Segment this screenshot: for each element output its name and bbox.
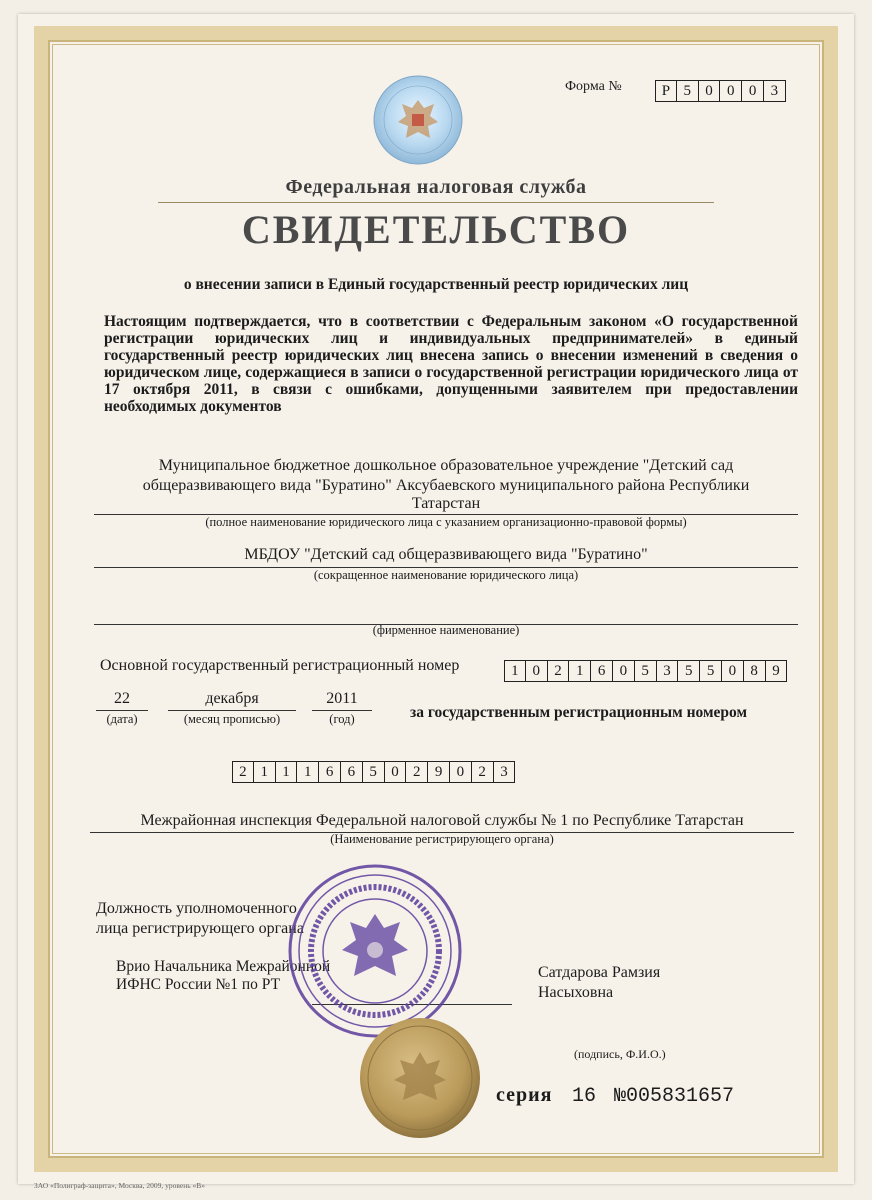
- day-caption: (дата): [106, 712, 138, 726]
- grn-digit-cell: 1: [276, 761, 298, 783]
- ogrn-digit-cell: 5: [635, 660, 657, 682]
- official-name-line2: Насыховна: [538, 984, 614, 1001]
- entity-short-name: МБДОУ "Детский сад общеразвивающего вида "Буратино": [244, 546, 648, 563]
- ogrn-digit-cell: 1: [504, 660, 526, 682]
- official-name-line1: Сатдарова Рамзия: [538, 964, 661, 981]
- grn-digit-cell: 6: [341, 761, 363, 783]
- grn-cells: [232, 761, 515, 783]
- form-code-cell: Р: [655, 80, 677, 102]
- official-position-line1: Врио Начальника Межрайонной: [116, 958, 331, 975]
- grn-digit-cell: 1: [254, 761, 276, 783]
- grn-digit-cell: 6: [319, 761, 341, 783]
- registration-year: 2011: [326, 690, 358, 707]
- grn-digit-cell: 9: [428, 761, 450, 783]
- entity-full-name-line3: Татарстан: [411, 495, 481, 512]
- header-divider: [158, 202, 714, 203]
- form-code-cell: 3: [764, 80, 786, 102]
- state-emblem-hologram-icon: [372, 74, 464, 166]
- registration-month: декабря: [205, 690, 259, 707]
- ogrn-cells: [504, 660, 787, 682]
- official-position-line2: ИФНС России №1 по РТ: [116, 976, 281, 993]
- ogrn-digit-cell: 0: [613, 660, 635, 682]
- ogrn-digit-cell: 3: [657, 660, 679, 682]
- document-title: СВИДЕТЕЛЬСТВО: [241, 207, 631, 252]
- certificate-number: №005831657: [614, 1085, 735, 1108]
- registration-number-label: за государственным регистрационным номером: [410, 704, 748, 721]
- grn-digit-cell: 2: [232, 761, 254, 783]
- form-code-cells: [655, 80, 786, 102]
- series-value: 16: [572, 1085, 597, 1108]
- year-caption: (год): [329, 712, 355, 726]
- ogrn-digit-cell: 5: [678, 660, 700, 682]
- official-round-stamp-icon: [286, 862, 464, 1040]
- grn-digit-cell: 0: [385, 761, 407, 783]
- entity-full-name-line2: общеразвивающего вида "Буратино" Аксубаевского муниципального района Республики: [142, 477, 750, 494]
- ogrn-digit-cell: 0: [526, 660, 548, 682]
- signature-caption: (подпись, Ф.И.О.): [574, 1047, 666, 1061]
- short-name-caption: (сокращенное наименование юридического лица): [313, 568, 579, 582]
- day-underline: [96, 710, 148, 711]
- ogrn-digit-cell: 8: [744, 660, 766, 682]
- form-code-cell: 5: [677, 80, 699, 102]
- month-caption: (месяц прописью): [183, 712, 281, 726]
- grn-digit-cell: 2: [406, 761, 428, 783]
- registration-day: 22: [114, 690, 130, 707]
- agency-name: Федеральная налоговая служба: [285, 176, 587, 198]
- authority-caption: (Наименование регистрирующего органа): [330, 832, 554, 846]
- ogrn-label: Основной государственный регистрационный номер: [100, 657, 460, 674]
- full-name-caption: (полное наименование юридического лица с указанием организационно-правовой формы): [205, 515, 687, 529]
- ogrn-digit-cell: 5: [700, 660, 722, 682]
- form-code-cell: 0: [742, 80, 764, 102]
- month-underline: [168, 710, 296, 711]
- ogrn-digit-cell: 2: [548, 660, 570, 682]
- certificate-statement: Настоящим подтверждается, что в соответствии с Федеральным законом «О государственной регистрации юридических лиц и индивидуальных предпринимателей» в единый государственный реестр юридических лиц внесена запись о внесении изменений в сведения о юридическом лице, содержащиеся в записи о государственной регистрации юридического лица от 17 октября 2011, в связи с ошибками, допущенными заявителем при предоставлении необходимых документов: [104, 313, 798, 415]
- ogrn-digit-cell: 6: [591, 660, 613, 682]
- year-underline: [312, 710, 372, 711]
- ogrn-digit-cell: 9: [766, 660, 788, 682]
- grn-digit-cell: 2: [472, 761, 494, 783]
- printer-imprint: ЗАО «Полиграф-защита», Москва, 2009, уровень «В»: [34, 1181, 206, 1190]
- gold-seal-icon: [358, 1016, 482, 1140]
- document-subtitle: о внесении записи в Единый государственный реестр юридических лиц: [183, 276, 689, 293]
- form-code-cell: 0: [720, 80, 742, 102]
- position-label-line2: лица регистрирующего органа: [96, 920, 304, 937]
- firm-name-caption: (фирменное наименование): [372, 623, 520, 637]
- series-label: серия: [496, 1084, 553, 1106]
- grn-digit-cell: 3: [494, 761, 516, 783]
- ogrn-digit-cell: 0: [722, 660, 744, 682]
- registering-authority-name: Межрайонная инспекция Федеральной налоговой службы № 1 по Республике Татарстан: [140, 812, 744, 829]
- grn-digit-cell: 5: [363, 761, 385, 783]
- entity-full-name-line1: Муниципальное бюджетное дошкольное образовательное учреждение "Детский сад: [158, 457, 734, 474]
- form-code-cell: 0: [699, 80, 721, 102]
- grn-digit-cell: 0: [450, 761, 472, 783]
- grn-digit-cell: 1: [297, 761, 319, 783]
- position-label-line1: Должность уполномоченного: [96, 900, 297, 917]
- form-label: Форма №: [565, 79, 622, 94]
- ogrn-digit-cell: 1: [569, 660, 591, 682]
